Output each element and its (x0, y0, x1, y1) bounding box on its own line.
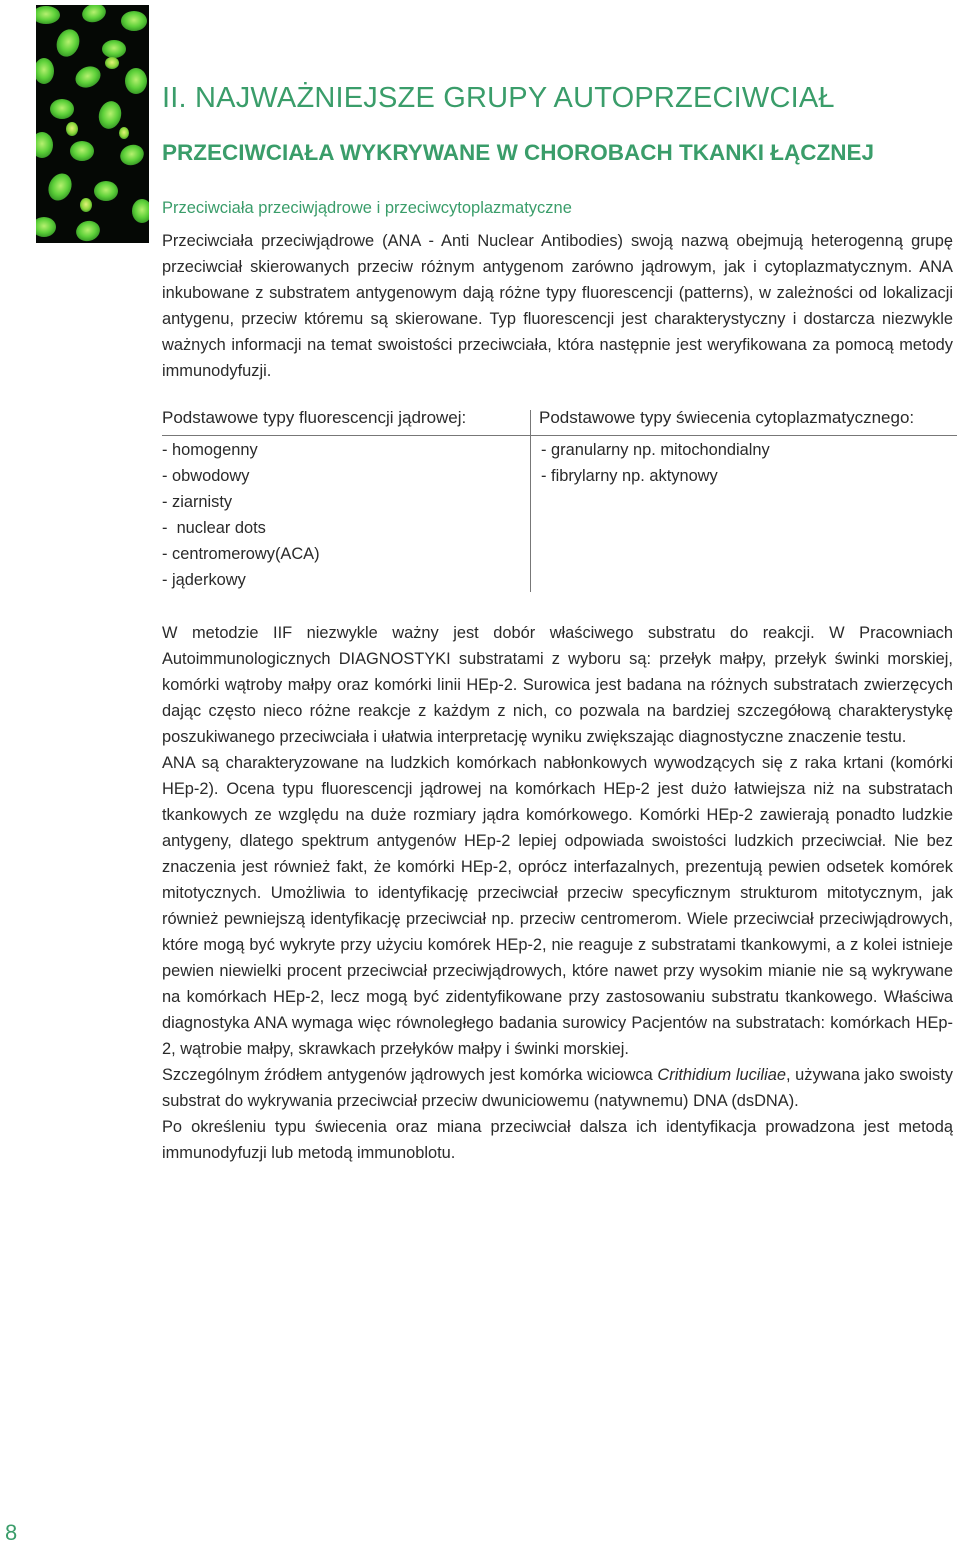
body-text (162, 620, 953, 1166)
list-item: - obwodowy (162, 467, 250, 485)
fluorescent-cells-image (36, 5, 149, 243)
crithidia-paragraph (162, 1062, 953, 1114)
list-item: - homogenny (162, 441, 258, 459)
list-item: - nuclear dots (162, 519, 266, 537)
columns-divider (530, 410, 531, 592)
substrate-paragraph: W metodzie IIF niezwykle ważny jest dobór właściwego substratu do reakcji. W Pracowniach Autoimmunologicznych DIAGNOSTYKI substratami z wyboru są: przełyk małpy, przełyk świnki morskiej, komórki wątroby małpy oraz komórki linii HEp-2. Surowica jest badana na różnych substratach zwierzęcych dając często nieco różne reakcje z każdym z nich, co pozwala na bardziej szczegółową charakterystykę poszukiwanego przeciwciała i ułatwia interpretację wyniku zwiększając diagnostyczne znaczenie testu. (162, 624, 953, 746)
page-title: II. NAJWAŻNIEJSZE GRUPY AUTOPRZECIWCIAŁ (162, 82, 835, 114)
nuclear-types-heading: Podstawowe typy fluorescencji jądrowej: (162, 408, 467, 427)
list-item: - granularny np. mitochondialny (541, 441, 770, 459)
section-title: PRZECIWCIAŁA WYKRYWANE W CHOROBACH TKANKI ŁĄCZNEJ (162, 140, 875, 165)
crithidia-text-end: , używana jako swoisty substrat do wykrywania przeciwciał przeciw dwuniciowemu (natywnemu) DNA (dsDNA). (162, 1066, 953, 1110)
list-item: - fibrylarny np. aktynowy (541, 467, 718, 485)
list-item: - ziarnisty (162, 493, 233, 511)
hep2-paragraph: ANA są charakteryzowane na ludzkich komórkach nabłonkowych wywodzących się z raka krtani (komórki HEp-2). Ocena typu fluorescencji jądrowej na komórkach HEp-2 jest dużo łatwiejsza niż na substratach tkankowych ze względu na duże rozmiary jądra komórkowego. Komórki HEp-2 zawierają ponadto ludzkie antygeny, dlatego spektrum antygenów HEp-2 lepiej odpowiada swoistości ludzkich przeciwciał. Nie bez znaczenia jest również fakt, że komórki HEp-2, oprócz interfazalnych, prezentują pewien odsetek komórek mitotycznych. Umożliwia to identyfikację przeciwciał przeciw specyficznym strukturom mitotycznym, jak również pewniejszą identyfikację przeciwciał np. przeciw centromerom. Wiele przeciwciał przeciwjądrowych, które mogą być wykryte przy użyciu komórek HEp-2, nie reaguje z substratami tkankowymi, a z kolei istnieje pewien niewielki procent przeciwciał przeciwjądrowych, które nawet przy wysokim mianie nie są wykrywane na komórkach HEp-2, lecz mogą być zidentyfikowane przy zastosowaniu substratu tkankowego. Właściwa diagnostyka ANA wymaga więc równoległego badania surowicy Pacjentów na substratach: komórkach HEp-2, wątrobie małpy, skrawkach przełyków małpy i świnki morskiej. (162, 754, 953, 1058)
list-item: - jąderkowy (162, 571, 246, 589)
cytoplasmic-types-heading: Podstawowe typy świecenia cytoplazmatycznego: (539, 408, 915, 427)
columns-top-rule (162, 435, 957, 436)
identification-paragraph: Po określeniu typu świecenia oraz miana przeciwciał dalsza ich identyfikacja prowadzona jest metodą immunodyfuzji lub metodą immunoblotu. (162, 1118, 953, 1162)
nuclear-types-list (162, 437, 320, 593)
fluorescence-micrograph (36, 5, 149, 243)
subsection-heading: Przeciwciała przeciwjądrowe i przeciwcytoplazmatyczne (162, 199, 572, 217)
species-name: Crithidium luciliae (657, 1066, 786, 1084)
intro-paragraph: Przeciwciała przeciwjądrowe (ANA - Anti Nuclear Antibodies) swoją nazwą obejmują heterogenną grupę przeciwciał skierowanych przeciw różnym antygenom zarówno jądrowym, jak i cytoplazmatycznym. ANA inkubowane z substratem antygenowym dają różne typy fluorescencji (patterns), w zależności od lokalizacji antygenu, przeciw któremu są skierowane. Typ fluorescencji jest charakterystyczny i dostarcza niezwykle ważnych informacji na temat swoistości przeciwciała, która następnie jest weryfikowana za pomocą metody immunodyfuzji. (162, 232, 953, 380)
page-number: 8 (5, 1520, 18, 1545)
cytoplasmic-types-list (541, 437, 770, 489)
crithidia-text-start: Szczególnym źródłem antygenów jądrowych jest komórka wiciowca (162, 1066, 658, 1084)
list-item: - centromerowy(ACA) (162, 545, 320, 563)
